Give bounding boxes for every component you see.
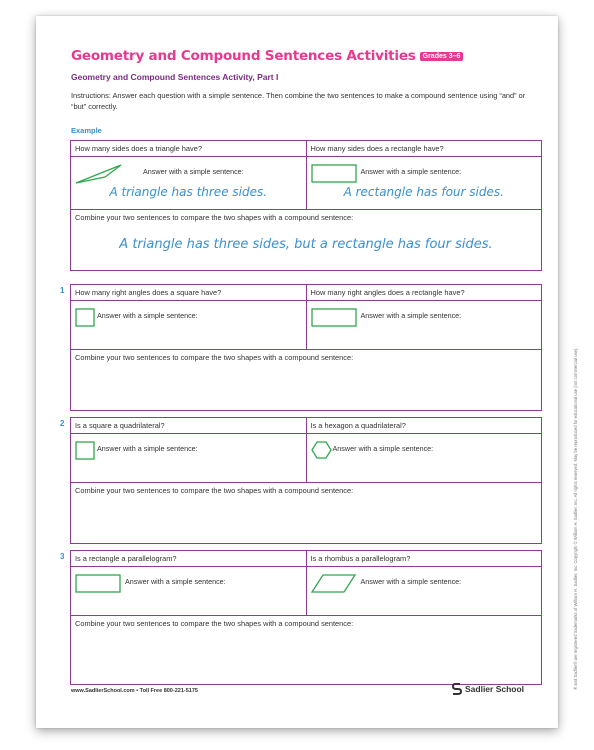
answer-handwriting: A rectangle has four sides. xyxy=(343,185,504,199)
example-table xyxy=(70,140,542,271)
sadlier-logo xyxy=(452,682,524,696)
question-right: Is a hexagon a quadrilateral? xyxy=(306,418,542,433)
question-table-2 xyxy=(70,417,542,544)
grade-badge: Grades 3–6 xyxy=(420,52,464,61)
question-left: How many sides does a triangle have? xyxy=(75,144,202,153)
compound-row xyxy=(71,350,541,410)
compound-row xyxy=(71,210,541,270)
answer-prompt: Answer with a simple sentence: xyxy=(360,577,462,586)
sadlier-s-icon xyxy=(452,682,462,696)
worksheet-page xyxy=(36,16,558,728)
answer-cell-right xyxy=(306,301,542,349)
answer-prompt: Answer with a simple sentence: xyxy=(97,311,198,320)
compound-handwriting: A triangle has three sides, but a rectangle has four sides. xyxy=(119,237,493,252)
question-table-1 xyxy=(70,284,542,411)
answer-cell-left xyxy=(71,434,306,482)
answer-row xyxy=(71,567,541,616)
question-table-3 xyxy=(70,550,542,685)
question-right: How many sides does a rectangle have? xyxy=(306,141,542,156)
title-row xyxy=(71,48,463,64)
question-left: Is a rectangle a parallelogram? xyxy=(75,554,177,563)
triangle-icon xyxy=(75,163,123,185)
answer-cell-left xyxy=(71,301,306,349)
answer-prompt: Answer with a simple sentence: xyxy=(332,444,434,453)
answer-prompt: Answer with a simple sentence: xyxy=(125,577,226,586)
compound-prompt: Combine your two sentences to compare the two shapes with a compound sentence: xyxy=(75,213,354,222)
example-label: Example xyxy=(71,126,102,135)
compound-prompt: Combine your two sentences to compare the two shapes with a compound sentence: xyxy=(75,353,354,362)
question-row xyxy=(71,418,541,434)
question-number: 3 xyxy=(60,552,65,561)
compound-prompt: Combine your two sentences to compare the two shapes with a compound sentence: xyxy=(75,486,354,495)
question-right: How many right angles does a rectangle have? xyxy=(306,285,542,300)
worksheet-title: Geometry and Compound Sentences Activities xyxy=(71,48,416,64)
question-number: 1 xyxy=(60,286,65,295)
question-row xyxy=(71,551,541,567)
answer-prompt: Answer with a simple sentence: xyxy=(360,167,462,176)
answer-prompt: Answer with a simple sentence: xyxy=(360,311,462,320)
answer-row xyxy=(71,434,541,483)
square-icon xyxy=(75,307,99,329)
rectangle-icon xyxy=(311,307,359,329)
activity-subtitle: Geometry and Compound Sentences Activity, Part I xyxy=(71,72,279,82)
answer-cell-left xyxy=(71,157,306,209)
question-row xyxy=(71,285,541,301)
question-right: Is a rhombus a parallelogram? xyxy=(306,551,542,566)
answer-cell-right xyxy=(306,157,542,209)
compound-prompt: Combine your two sentences to compare the two shapes with a compound sentence: xyxy=(75,619,354,628)
answer-cell-right xyxy=(306,567,542,615)
instructions-text: Instructions: Answer each question with a simple sentence. Then combine the two sentences to make a compound sentence using “and” or “but” correctly. xyxy=(71,91,526,111)
answer-row xyxy=(71,301,541,350)
copyright-side-note: ® and Sadlier® are registered trademarks of William H. Sadlier, Inc. Copyright © William H. Sadlier, Inc. All rights reserved. May be reproduced for educational use (not commercial use). xyxy=(573,347,578,690)
answer-row xyxy=(71,157,541,210)
logo-text: Sadlier School xyxy=(465,684,525,694)
question-left: How many right angles does a square have? xyxy=(75,288,222,297)
rhombus-icon xyxy=(311,573,359,595)
rectangle-icon xyxy=(75,573,123,595)
square-icon xyxy=(75,440,99,462)
question-left: Is a square a quadrilateral? xyxy=(75,421,165,430)
compound-row xyxy=(71,616,541,684)
hexagon-icon xyxy=(311,440,335,462)
question-number: 2 xyxy=(60,419,65,428)
question-row xyxy=(71,141,541,157)
answer-prompt: Answer with a simple sentence: xyxy=(143,167,244,176)
footer-contact: www.SadlierSchool.com • Toll Free 800-221-5175 xyxy=(71,688,198,694)
answer-cell-right xyxy=(306,434,542,482)
compound-row xyxy=(71,483,541,543)
answer-handwriting: A triangle has three sides. xyxy=(109,185,268,199)
answer-cell-left xyxy=(71,567,306,615)
answer-prompt: Answer with a simple sentence: xyxy=(97,444,198,453)
rectangle-icon xyxy=(311,163,359,185)
